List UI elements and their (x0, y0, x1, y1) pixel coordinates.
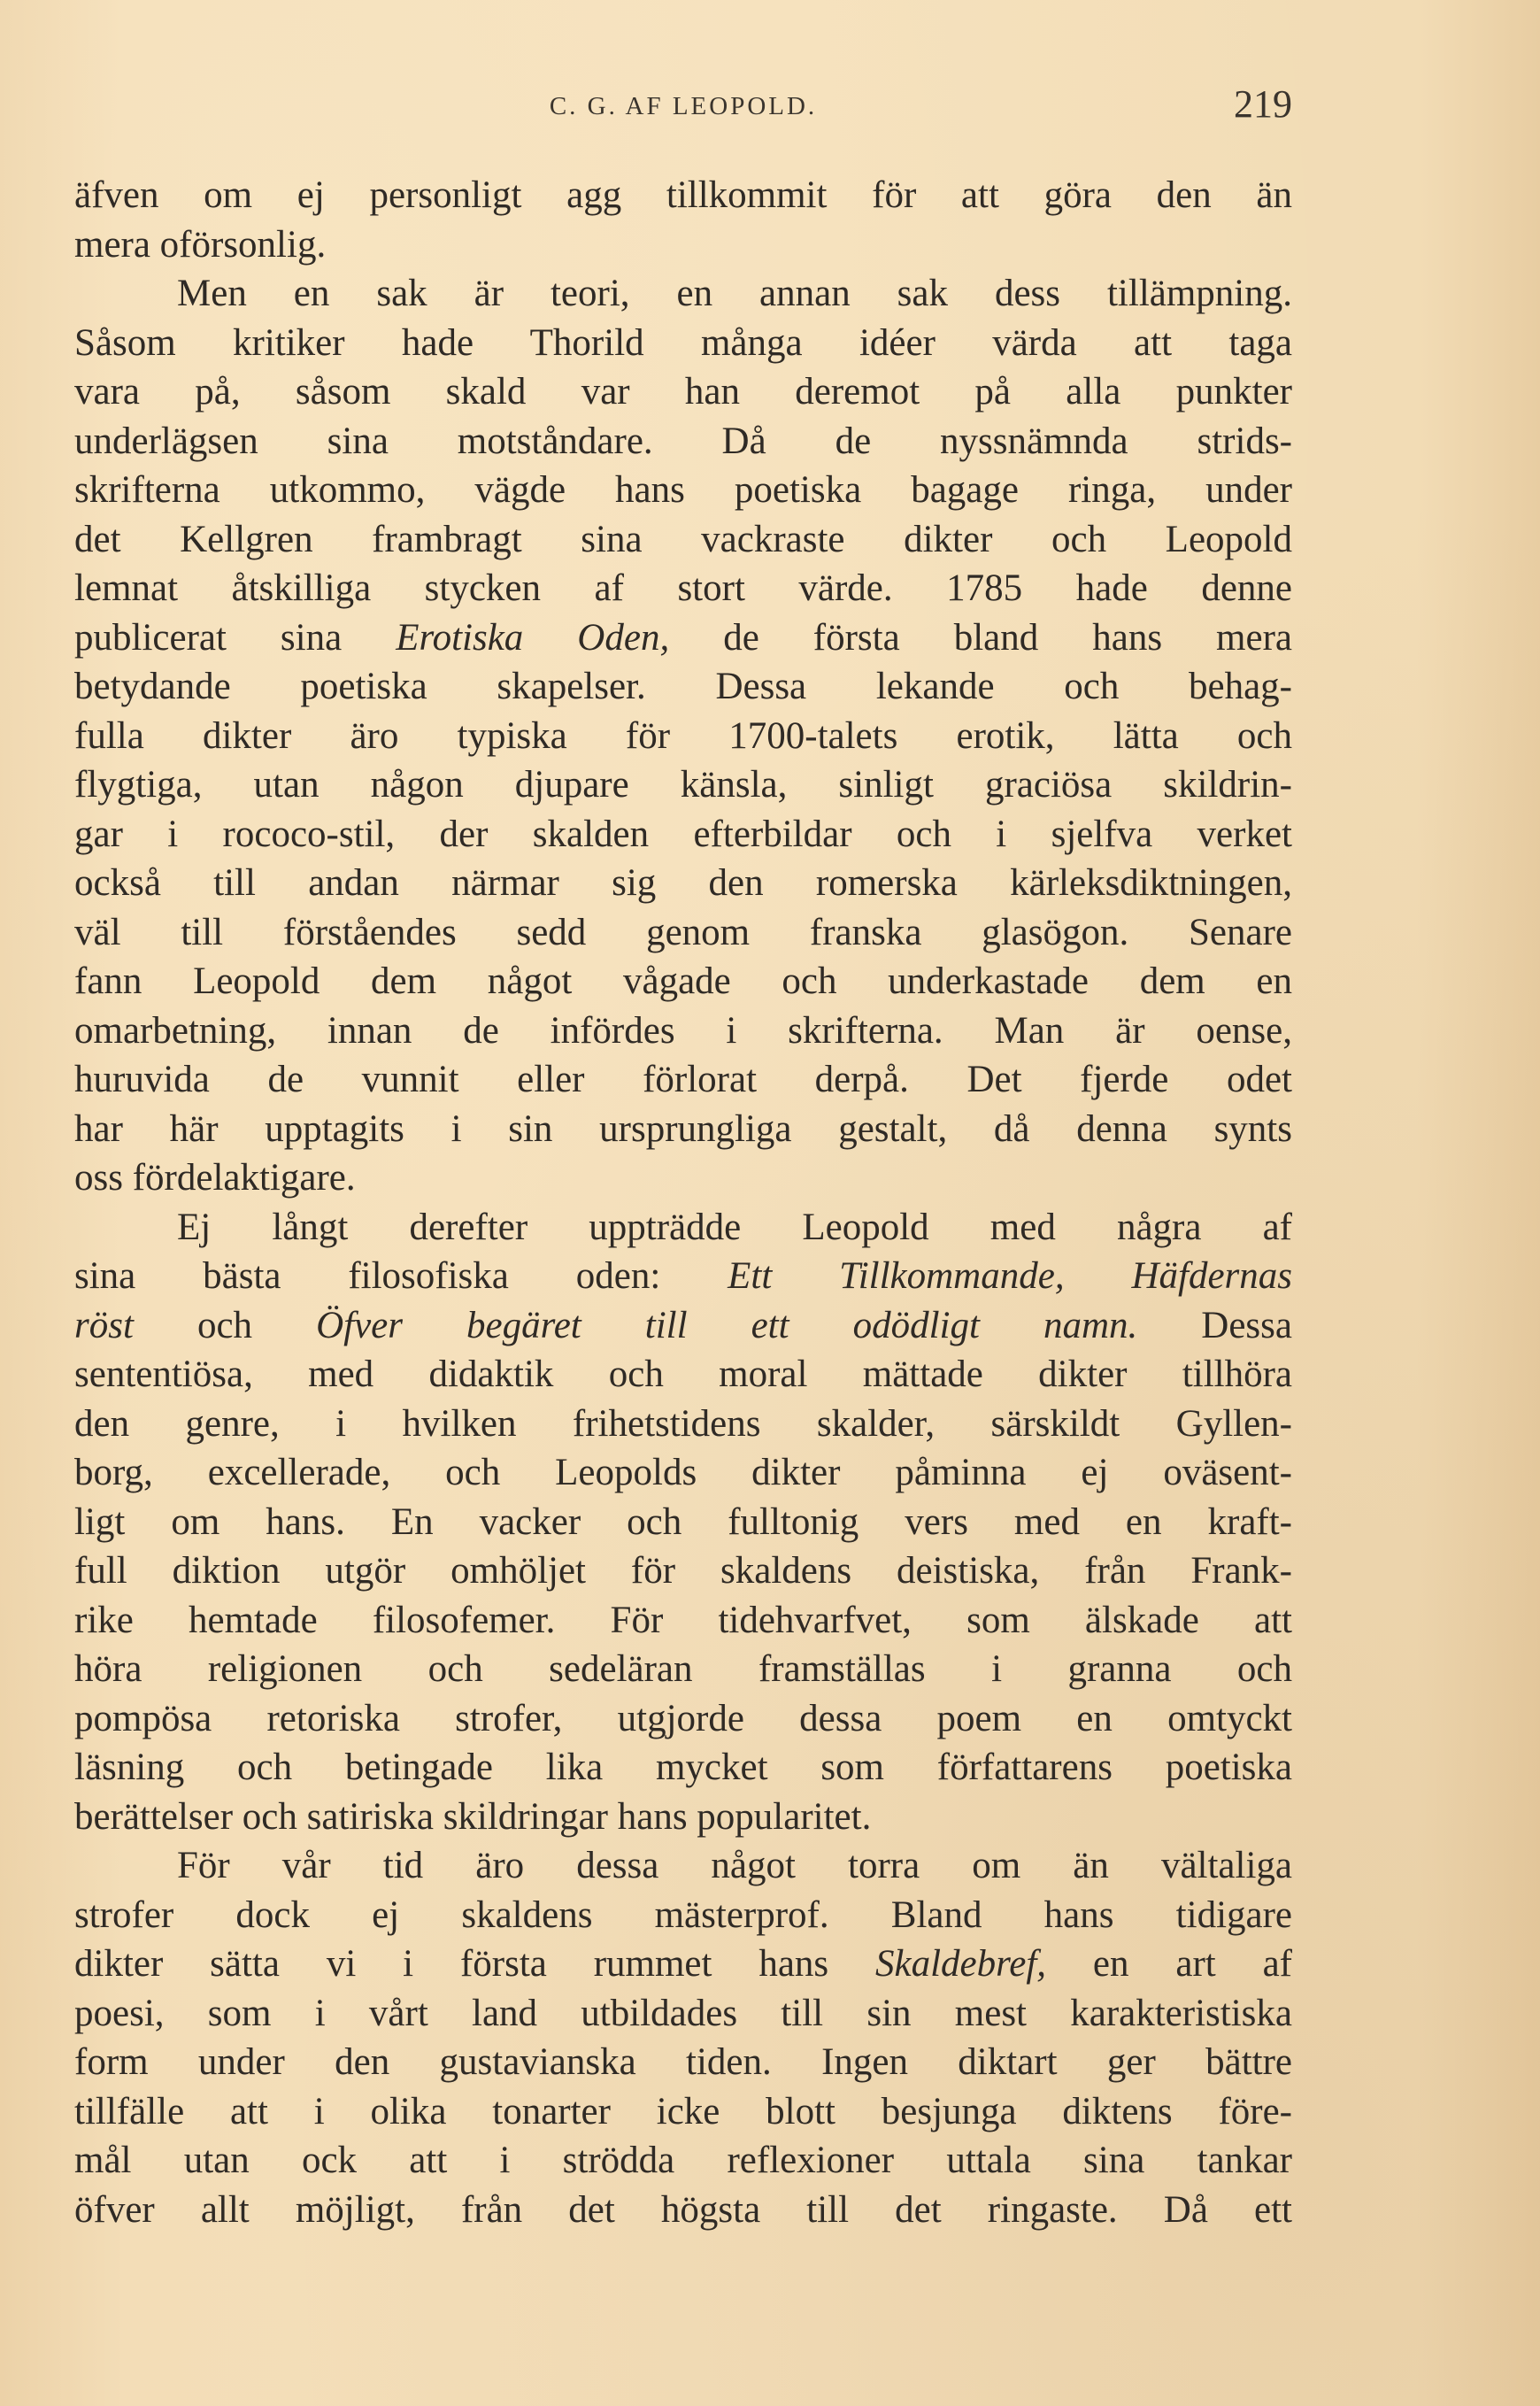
page-number: 219 (1234, 82, 1292, 126)
text-segment: en art af (1046, 1943, 1292, 1985)
text-segment: öfver allt möjligt, från det högsta till det ringaste. Då ett (74, 2188, 1292, 2231)
text-segment: läsning och betingade lika mycket som författarens poetiska (74, 1747, 1292, 1788)
text-segment: borg, excellerade, och Leopolds dikter påminna ej oväsent- (74, 1452, 1292, 1493)
text-segment: strofer dock ej skaldens mästerprof. Bland hans tidigare (74, 1893, 1292, 1936)
text-segment: väl till förståendes sedd genom franska glasögon. Senare (74, 911, 1292, 953)
text-segment: och (133, 1304, 317, 1346)
text-segment: ligt om hans. En vacker och fulltonig vers med en kraft- (74, 1500, 1292, 1543)
italic-title: Skaldebref, (875, 1943, 1047, 1985)
text-segment: Såsom kritiker hade Thorild många idéer värda att taga (74, 321, 1292, 364)
text-line (74, 2087, 1292, 2137)
text-segment: den genre, i hvilken frihetstidens skalder, särskildt Gyllen- (74, 1402, 1292, 1445)
text-segment: flygtiga, utan någon djupare känsla, sinligt graciösa skildrin- (74, 764, 1292, 806)
text-segment: publicerat sina (74, 616, 397, 659)
text-line (74, 1645, 1292, 1694)
text-line (74, 1989, 1292, 2039)
text-segment: Ej långt derefter uppträdde Leopold med några af (177, 1206, 1292, 1248)
text-line (74, 613, 1292, 663)
text-line (74, 1448, 1292, 1498)
text-segment: fann Leopold dem något vågade och underkastade dem en (74, 960, 1292, 1002)
text-segment: mera oförsonlig. (74, 223, 327, 266)
text-line (74, 662, 1292, 712)
text-line (74, 564, 1292, 613)
text-segment: berättelser och satiriska skildringar hans popularitet. (74, 1795, 872, 1838)
text-segment: rike hemtade filosofemer. För tidehvarfvet, som älskade att (74, 1599, 1292, 1641)
text-segment: dikter sätta vi i första rummet hans (74, 1943, 876, 1985)
text-line (74, 269, 1292, 319)
running-head (74, 81, 1292, 131)
text-line (74, 1105, 1292, 1154)
text-segment: mål utan ock att i strödda reflexioner uttala sina tankar (74, 2140, 1292, 2181)
text-line (74, 908, 1292, 958)
text-segment: pompösa retoriska strofer, utgjorde dessa poem en omtyckt (74, 1697, 1292, 1739)
text-segment: Dessa (1137, 1304, 1292, 1346)
text-line (74, 2038, 1292, 2087)
text-segment: vara på, såsom skald var han deremot på alla punkter (74, 371, 1292, 413)
text-line (74, 712, 1292, 761)
text-line (74, 220, 1292, 270)
italic-title: Ett Tillkommande, Häfdernas (728, 1255, 1292, 1297)
text-line (74, 1939, 1292, 1989)
text-segment: omarbetning, innan de infördes i skrifterna. Man är oense, (74, 1009, 1292, 1052)
text-segment: underlägsen sina motståndare. Då de nyssnämnda strids- (74, 420, 1292, 462)
text-segment: äfven om ej personligt agg tillkommit för att göra den än (74, 174, 1292, 216)
text-line (74, 2136, 1292, 2186)
text-line (74, 1400, 1292, 1449)
text-line (74, 760, 1292, 810)
text-segment: Men en sak är teori, en annan sak dess tillämpning. (177, 273, 1292, 314)
italic-title: Erotiska Oden, (396, 616, 670, 659)
text-line (74, 1498, 1292, 1547)
text-segment: huruvida de vunnit eller förlorat derpå. Det fjerde odet (74, 1059, 1292, 1100)
text-line (74, 1301, 1292, 1351)
text-segment: sina bästa filosofiska oden: (74, 1255, 728, 1297)
text-line (74, 1252, 1292, 1301)
text-line (74, 515, 1292, 565)
text-line (74, 2186, 1292, 2235)
text-segment: betydande poetiska skapelser. Dessa lekande och behag- (74, 666, 1292, 707)
text-line (74, 859, 1292, 908)
text-line (74, 1891, 1292, 1940)
body-text (74, 171, 1292, 2234)
text-line (74, 367, 1292, 417)
text-segment: gar i rococo-stil, der skalden efterbildar och i sjelfva verket (74, 813, 1292, 855)
text-line (74, 417, 1292, 467)
text-segment: För vår tid äro dessa något torra om än vältaliga (177, 1845, 1292, 1886)
text-line (74, 1546, 1292, 1596)
text-segment: också till andan närmar sig den romerska kärleksdiktningen, (74, 862, 1292, 904)
text-line (74, 1153, 1292, 1203)
text-segment: tillfälle att i olika tonarter icke blott besjunga diktens före- (74, 2090, 1292, 2132)
text-segment: form under den gustavianska tiden. Ingen diktart ger bättre (74, 2041, 1292, 2083)
text-segment: de första bland hans mera (669, 616, 1292, 659)
text-line (74, 1694, 1292, 1744)
text-segment: full diktion utgör omhöljet för skaldens deistiska, från Frank- (74, 1550, 1292, 1592)
text-line (74, 1203, 1292, 1253)
text-line (74, 171, 1292, 220)
header-title: C. G. AF LEOPOLD. (549, 92, 818, 120)
text-line (74, 1055, 1292, 1105)
text-line (74, 1006, 1292, 1056)
italic-title: Öfver begäret till ett odödligt namn. (316, 1304, 1138, 1346)
text-segment: oss fördelaktigare. (74, 1157, 356, 1199)
text-segment: sententiösa, med didaktik och moral mättade dikter tillhöra (74, 1353, 1292, 1395)
text-line (74, 1743, 1292, 1793)
text-line (74, 810, 1292, 860)
text-line (74, 1350, 1292, 1400)
text-segment: det Kellgren frambragt sina vackraste dikter och Leopold (74, 518, 1292, 560)
text-segment: lemnat åtskilliga stycken af stort värde. 1785 hade denne (74, 567, 1292, 609)
text-line (74, 466, 1292, 515)
text-line (74, 1793, 1292, 1842)
text-line (74, 957, 1292, 1006)
text-line (74, 1596, 1292, 1646)
text-segment: höra religionen och sedeläran framställas i granna och (74, 1648, 1292, 1690)
text-line (74, 1841, 1292, 1891)
italic-title: röst (74, 1304, 134, 1346)
text-line (74, 319, 1292, 368)
text-segment: har här upptagits i sin ursprungliga gestalt, då denna synts (74, 1107, 1292, 1150)
text-segment: fulla dikter äro typiska för 1700-talets erotik, lätta och (74, 714, 1292, 757)
text-segment: skrifterna utkommo, vägde hans poetiska bagage ringa, under (74, 469, 1292, 511)
text-segment: poesi, som i vårt land utbildades till sin mest karakteristiska (74, 1992, 1292, 2034)
